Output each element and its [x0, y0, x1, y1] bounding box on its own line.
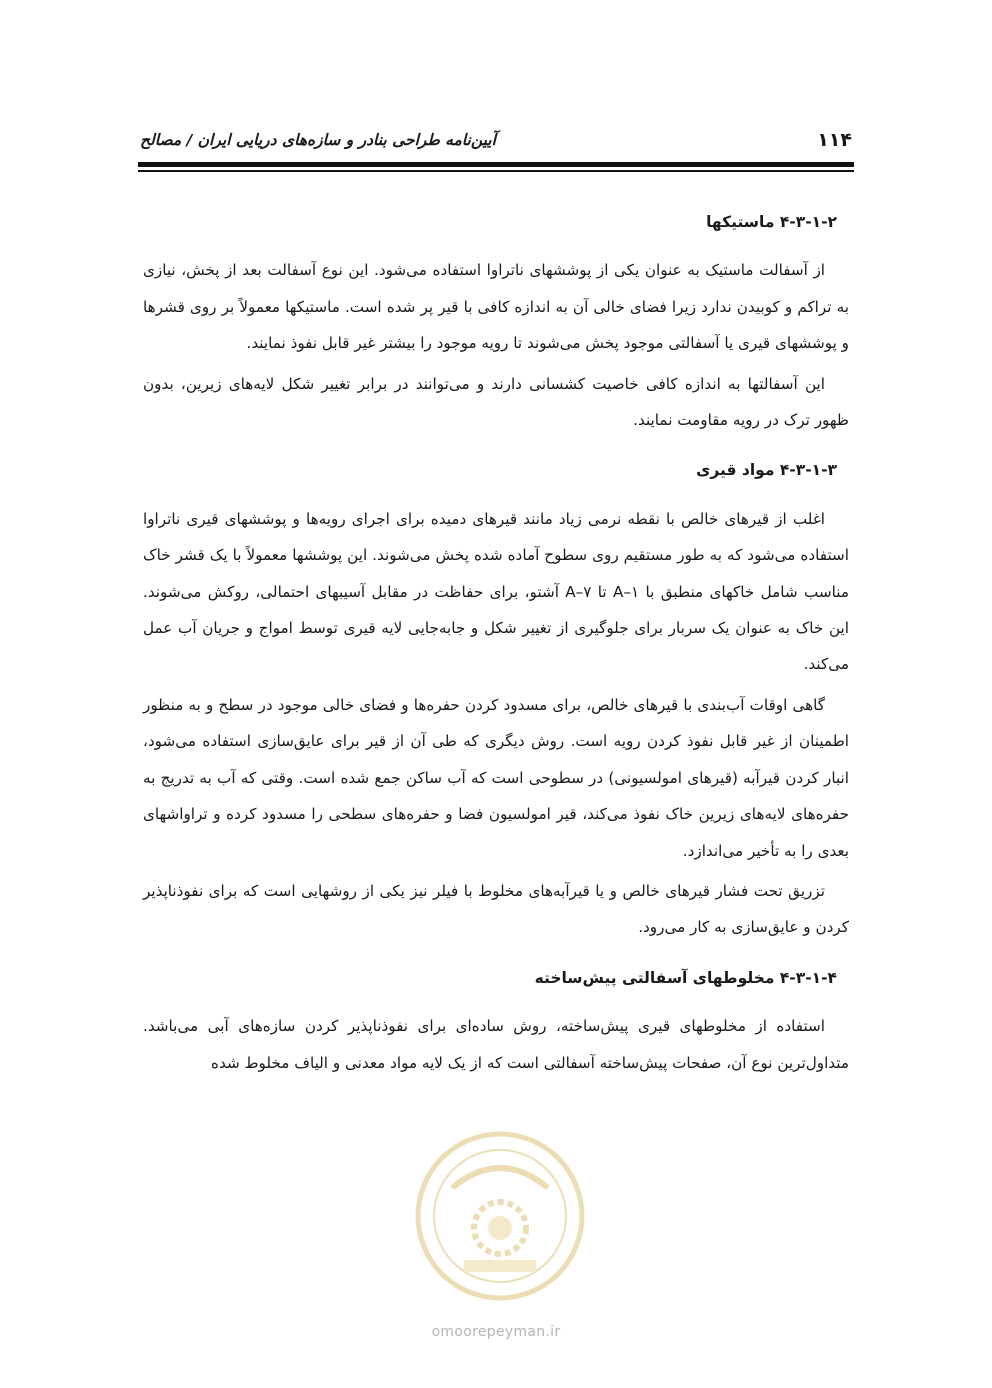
paragraph: استفاده از مخلوطهای قیری پیش‌ساخته، روش ساده‌ای برای نفوذناپذیر کردن سازه‌های آبی می‌باشد. متداول‌ترین نوع آن، صفحات پیش‌ساخته آسفالتی است که از یک لایه مواد معدنی و الیاف مخلوط شده — [143, 1017, 849, 1072]
section-heading-mastics: ۴-۳-۱-۲ ماستیکها — [706, 213, 837, 231]
header-rule-thick — [138, 162, 854, 167]
watermark-seal-icon — [412, 1128, 588, 1304]
header-rule-thin — [138, 170, 854, 172]
paragraph: تزریق تحت فشار قیرهای خالص و یا قیرآبه‌های مخلوط با فیلر نیز یکی از روشهایی است که برای نفوذناپذیر کردن و عایق‌سازی به کار می‌رود. — [143, 881, 849, 937]
body-text — [143, 204, 849, 1085]
paragraph: از آسفالت ماستیک به عنوان یکی از پوششهای ناتراوا استفاده می‌شود. این نوع آسفالت بعد از پخش، نیازی به تراکم و کوبیدن ندارد زیرا فضای خالی آن به اندازه کافی با قیر پر شده است. ماستیکها معمولاً بر روی قشرها و پوششهای قیری یا آسفالتی موجود پخش می‌شوند تا رویه موجود را بیشتر غیر قابل نفوذ نمایند. — [143, 261, 849, 353]
watermark-site: omoorepeyman.ir — [431, 1324, 561, 1340]
running-title: آیین‌نامه طراحی بنادر و سازه‌های دریایی ایران / مصالح — [140, 131, 496, 149]
section-heading-prefab-mixes: ۴-۳-۱-۴ مخلوطهای آسفالتی پیش‌ساخته — [534, 968, 837, 987]
section-heading-bitumen: ۴-۳-۱-۳ مواد قیری — [696, 461, 837, 480]
page-number: ۱۱۴ — [817, 129, 852, 151]
paragraph: گاهی اوقات آب‌بندی با قیرهای خالص، برای مسدود کردن حفره‌ها و فضای خالی موجود در سطح و به منظور اطمینان از غیر قابل نفوذ کردن رویه است. روش دیگری که طی آن از قیر برای عایق‌سازی استفاده می‌شود، انبار کردن قیرآبه (قیرهای امولسیونی) در سطوحی است که آب ساکن جمع شده است. وقتی که آب به تدریج به حفره‌های لایه‌های زیرین خاک نفوذ می‌کند، قیر امولسیون فضا و حفره‌های سطحی را مسدود کرده و تراواشهای بعدی را به تأخیر می‌اندازد. — [143, 695, 849, 860]
paragraph: اغلب از قیرهای خالص با نقطه نرمی زیاد مانند قیرهای دمیده برای اجرای رویه‌ها و پوششهای قیری ناتراوا استفاده می‌شود که به طور مستقیم روی سطوح آماده شده پخش می‌شوند. این پوششها معمولاً با یک قشر خاک مناسب شامل خاکهای منطبق با ۱–A تا ۷–A آشتو، برای حفاظت در مقابل آسیبهای احتمالی، روکش می‌شوند. این خاک به عنوان یک سربار برای جلوگیری از تغییر شکل و جابه‌جایی لایه قیری توسط امواج و جریان آب عمل می‌کند. — [143, 509, 849, 674]
page-header — [140, 124, 852, 156]
paragraph: این آسفالتها به اندازه کافی خاصیت کشسانی دارند و می‌توانند در برابر تغییر شکل لایه‌های زیرین، بدون ظهور ترک در رویه مقاومت نمایند. — [143, 374, 849, 430]
